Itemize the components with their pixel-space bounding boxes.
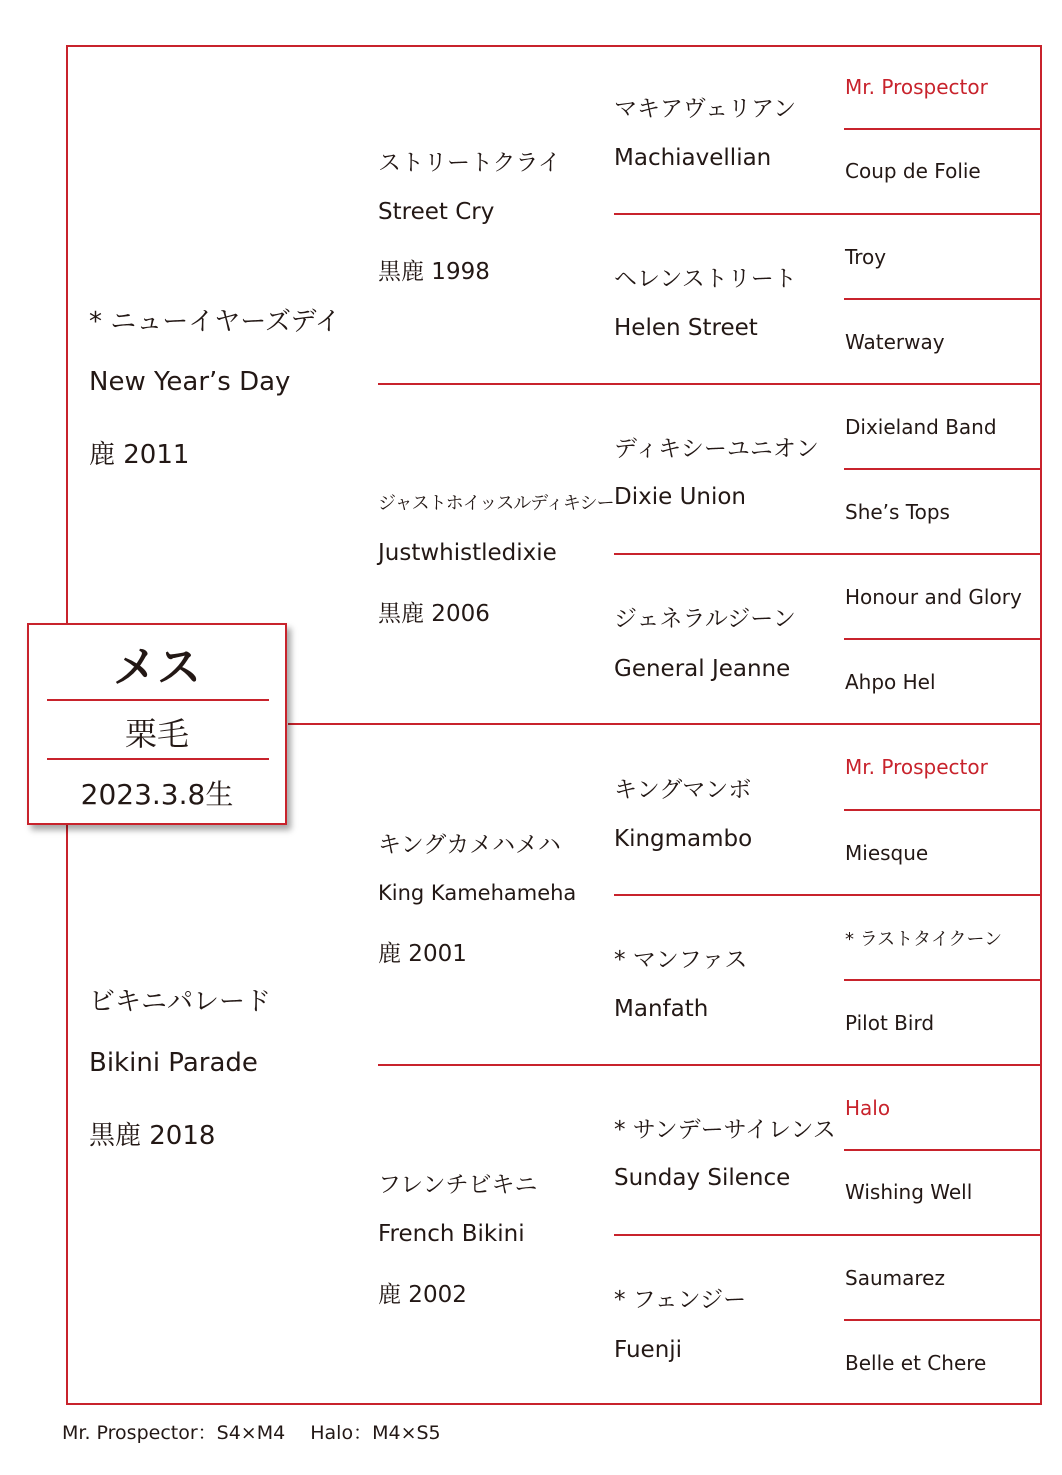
gen3-name-ja: * フェンジー <box>614 1287 747 1313</box>
horse-birth: 2023.3.8生 <box>80 778 234 811</box>
divider-gen4 <box>844 809 1042 811</box>
sire-name-en: New Year’s Day <box>89 367 291 397</box>
horse-box-divider <box>47 699 269 701</box>
dam-info: 黒鹿 2018 <box>89 1121 216 1151</box>
gen2-name-ja: キングカメハメハ <box>378 832 561 858</box>
gen3-name-ja: マキアヴェリアン <box>614 96 797 122</box>
gen3-name-ja: ジェネラルジーン <box>614 606 796 632</box>
gen2-info: 鹿 2002 <box>378 1282 467 1308</box>
gen3-name-ja: * サンデーサイレンス <box>614 1117 836 1143</box>
gen4-name: Troy <box>845 245 887 269</box>
gen4-name: Wishing Well <box>845 1180 973 1204</box>
horse-info-box <box>27 623 287 825</box>
gen4-name: Belle et Chere <box>845 1351 987 1375</box>
gen3-name-en: Dixie Union <box>614 484 747 510</box>
divider-gen3 <box>614 553 1042 555</box>
gen3-name-en: Manfath <box>614 996 709 1022</box>
divider-gen4 <box>844 1149 1042 1151</box>
gen4-name: Dixieland Band <box>845 415 997 439</box>
gen4-name: Saumarez <box>845 1266 945 1290</box>
gen3-name-en: Sunday Silence <box>614 1165 791 1191</box>
gen4-name: Miesque <box>845 841 929 865</box>
gen4-name: Mr. Prospector <box>845 755 988 779</box>
divider-gen4 <box>844 468 1042 470</box>
gen3-name-en: Helen Street <box>614 315 758 341</box>
dam-name-en: Bikini Parade <box>89 1048 258 1078</box>
sire-name-ja: * ニューイヤーズデイ <box>89 307 341 337</box>
gen2-name-ja: ストリートクライ <box>378 150 561 176</box>
divider-gen4 <box>844 638 1042 640</box>
gen3-name-ja: ヘレンストリート <box>614 266 797 292</box>
sire-info: 鹿 2011 <box>89 440 190 470</box>
gen4-name: * ラストタイクーン <box>845 929 1003 950</box>
dam-name-ja: ビキニパレード <box>89 987 272 1017</box>
gen2-name-en: Justwhistledixie <box>378 540 557 566</box>
inbreeding-note: Mr. Prospector：S4×M4 Halo：M4×S5 <box>62 1422 441 1444</box>
gen4-name: Waterway <box>845 330 945 354</box>
gen2-name-en: Street Cry <box>378 199 495 225</box>
gen4-name: Halo <box>845 1096 891 1120</box>
gen4-name: Coup de Folie <box>845 159 981 183</box>
divider-gen4 <box>844 298 1042 300</box>
gen4-name: She’s Tops <box>845 500 950 524</box>
horse-color: 栗毛 <box>124 715 189 753</box>
gen4-name: Mr. Prospector <box>845 75 988 99</box>
gen4-name: Honour and Glory <box>845 585 1022 609</box>
gen2-info: 黒鹿 1998 <box>378 259 490 285</box>
gen3-name-en: General Jeanne <box>614 656 791 682</box>
divider-gen4 <box>844 1319 1042 1321</box>
gen2-name-ja: フレンチビキニ <box>378 1172 538 1198</box>
gen2-info: 黒鹿 2006 <box>378 601 490 627</box>
gen3-name-ja: ディキシーユニオン <box>614 436 819 462</box>
divider-sire-dam <box>288 723 1042 725</box>
gen3-name-en: Kingmambo <box>614 826 753 852</box>
horse-box-divider <box>47 758 269 760</box>
divider-gen3 <box>614 1234 1042 1236</box>
gen2-info: 鹿 2001 <box>378 941 467 967</box>
gen3-name-en: Fuenji <box>614 1337 683 1363</box>
divider-gen2-sire <box>378 383 1042 385</box>
divider-gen4 <box>844 979 1042 981</box>
gen2-name-en: King Kamehameha <box>378 881 577 905</box>
gen3-name-ja: キングマンボ <box>614 777 752 803</box>
gen4-name: Ahpo Hel <box>845 670 936 694</box>
gen3-name-ja: * マンファス <box>614 947 748 973</box>
gen3-name-en: Machiavellian <box>614 145 772 171</box>
divider-gen2-dam <box>378 1064 1042 1066</box>
horse-name: メス <box>113 642 201 693</box>
gen2-name-en: French Bikini <box>378 1221 525 1247</box>
divider-gen3 <box>614 894 1042 896</box>
divider-gen4 <box>844 128 1042 130</box>
gen2-name-ja: ジャストホイッスルディキシー <box>378 493 614 514</box>
divider-gen3 <box>614 213 1042 215</box>
gen4-name: Pilot Bird <box>845 1011 935 1035</box>
